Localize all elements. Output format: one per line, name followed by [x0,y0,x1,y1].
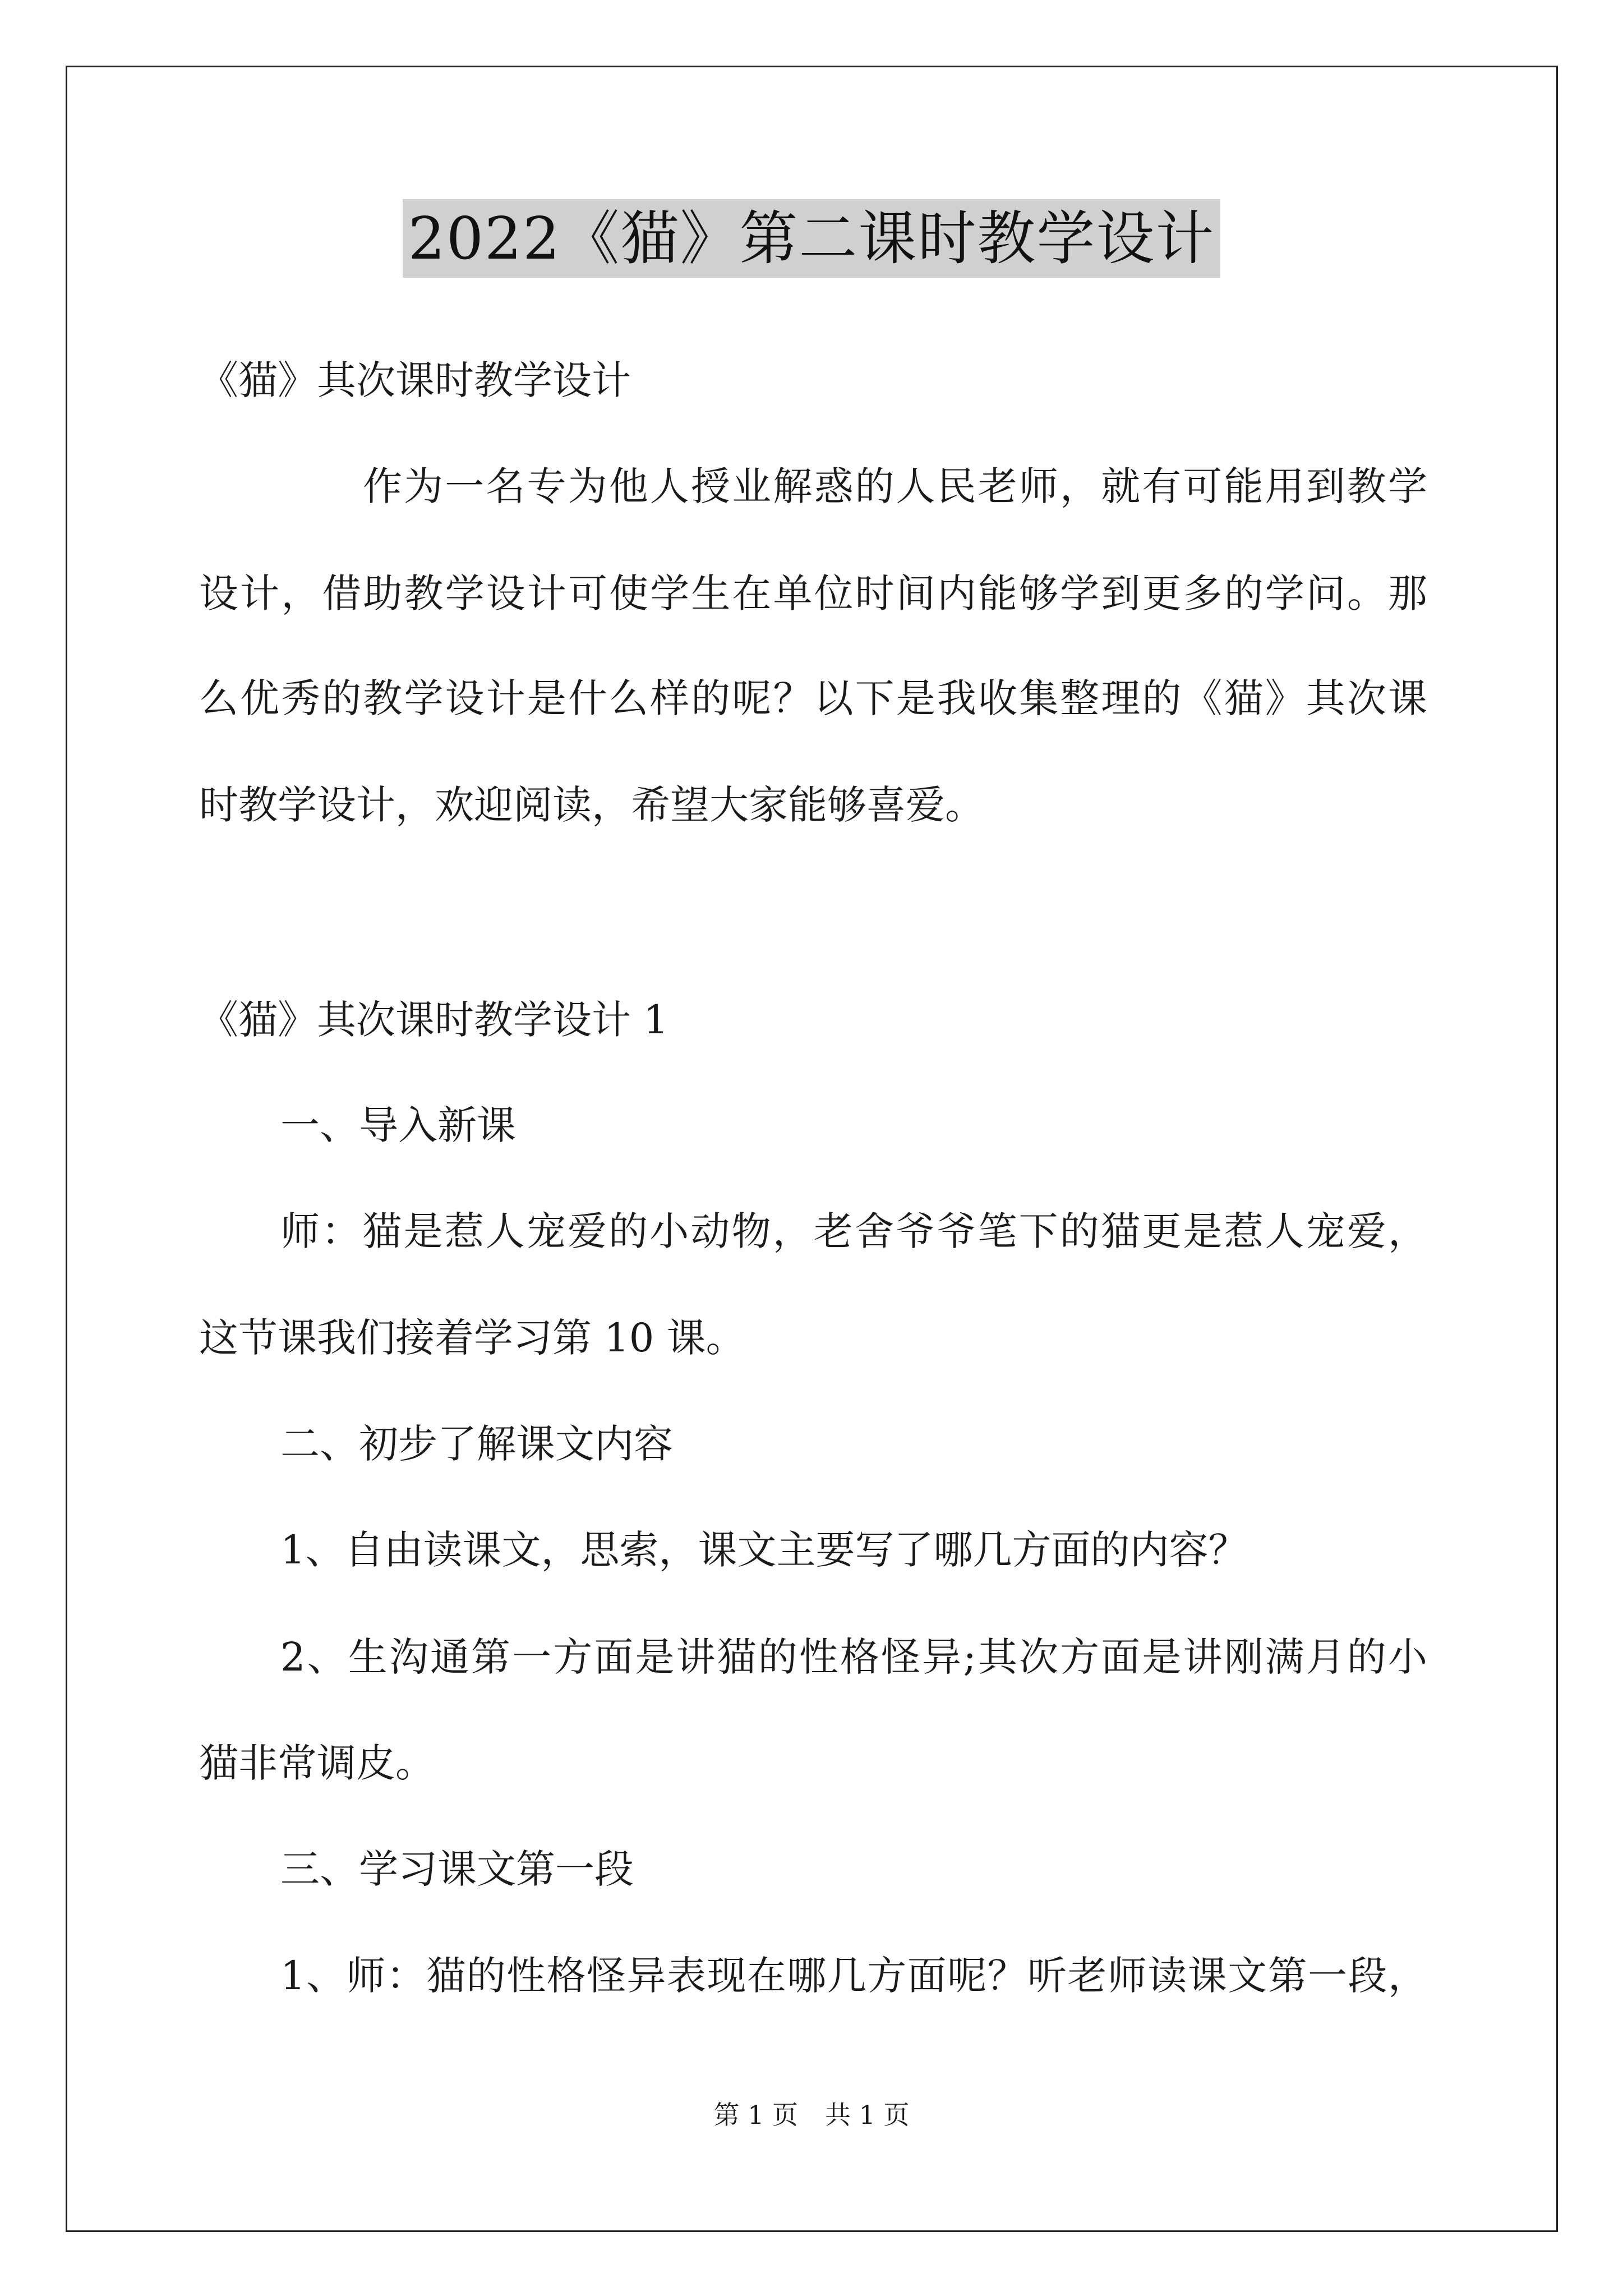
intro-line-4: 时教学设计，欢迎阅读，希望大家能够喜爱。 [199,782,984,828]
document-title: 2022《猫》第二课时教学设计 [403,199,1221,278]
document-subtitle: 《猫》其次课时教学设计 [199,357,631,403]
body-line-5: 1、自由读课文，思索，课文主要写了哪几方面的内容？ [280,1527,1248,1573]
page-total: 共 1 页 [825,2100,910,2130]
page-footer [0,2098,1623,2132]
body-line-6: 2、生沟通第一方面是讲猫的性格怪异;其次方面是讲刚满月的小 [280,1634,1427,1680]
body-line-7: 猫非常调皮。 [199,1740,435,1786]
section-heading: 《猫》其次课时教学设计 1 [199,997,668,1043]
body-line-1: 一、导入新课 [280,1102,516,1148]
body-line-4: 二、初步了解课文内容 [280,1421,673,1467]
body-line-8: 三、学习课文第一段 [280,1846,634,1892]
intro-line-1: 作为一名专为他人授业解惑的人民老师，就有可能用到教学 [363,463,1427,509]
title-container [0,199,1623,278]
body-line-2: 师：猫是惹人宠爱的小动物，老舍爷爷笔下的猫更是惹人宠爱， [280,1208,1427,1254]
body-line-9: 1、师：猫的性格怪异表现在哪几方面呢？听老师读课文第一段， [280,1953,1427,1999]
intro-line-2: 设计，借助教学设计可使学生在单位时间内能够学到更多的学问。那 [199,570,1427,616]
body-line-3: 这节课我们接着学习第 10 课。 [199,1315,745,1361]
intro-line-3: 么优秀的教学设计是什么样的呢？以下是我收集整理的《猫》其次课 [199,675,1427,721]
page-number: 第 1 页 [713,2100,798,2130]
